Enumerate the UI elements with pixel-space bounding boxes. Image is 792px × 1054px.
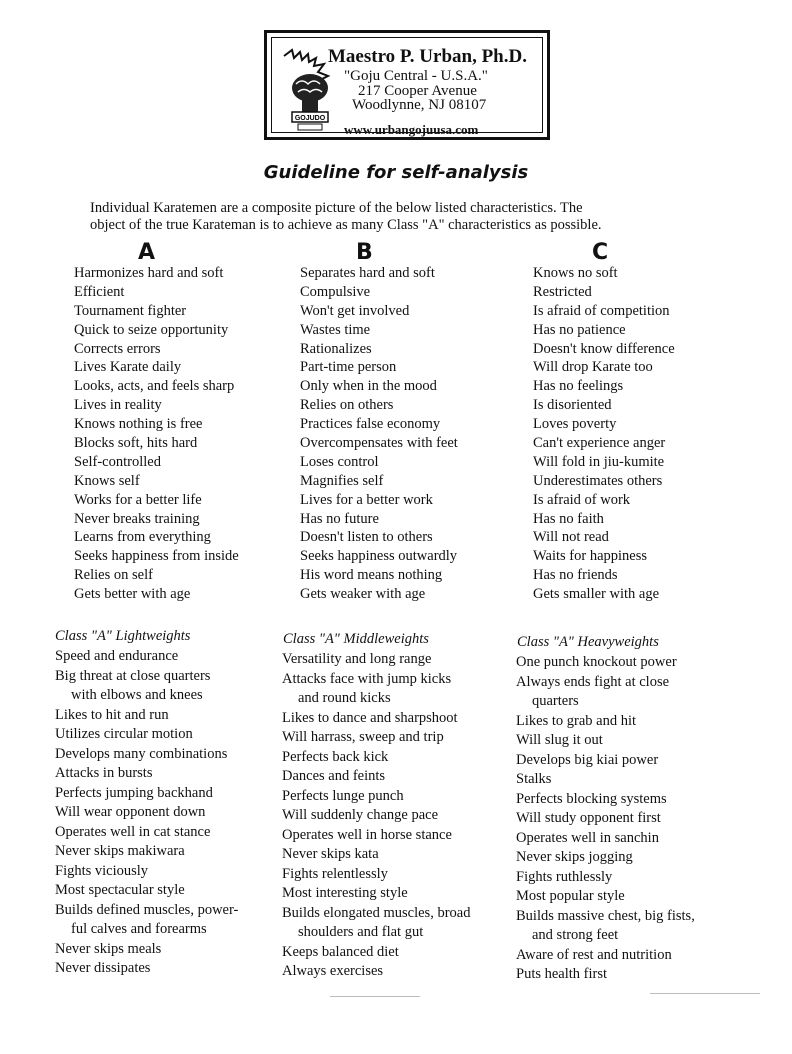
middleweights-list [282,650,470,982]
middleweights-item: Operates well in horse stance [282,826,452,843]
middleweights-item: Keeps balanced diet [282,943,399,960]
column-b-item: Relies on others [300,397,394,414]
middleweights-item: Will suddenly change pace [282,807,439,823]
heavyweights-item: Puts health first [516,966,608,982]
column-c-item: Is disoriented [533,397,612,414]
column-c-item: Has no patience [533,321,626,338]
heavyweights-item: Will study opponent first [516,810,661,826]
column-b-heading: B [356,240,373,265]
column-b-list [300,264,458,604]
column-c-item: Will fold in jiu-kumite [533,453,665,470]
column-b-item: Overcompensates with feet [300,435,458,452]
column-c-item: Restricted [533,283,592,300]
lightweights-item: Will wear opponent down [55,804,206,820]
column-c-item: Has no faith [533,510,604,527]
lightweights-item: ful calves and forearms [71,921,207,937]
column-a-item: Relies on self [74,567,153,584]
intro-paragraph [90,200,730,234]
column-b-item: Won't get involved [300,302,410,319]
heavyweights-item: Most popular style [516,888,625,904]
column-a-item: Looks, acts, and feels sharp [74,378,235,395]
column-c-item: Will drop Karate too [533,359,653,376]
column-b-item: Separates hard and soft [300,265,435,281]
column-b-item: Doesn't listen to others [300,529,433,546]
column-a-item: Self-controlled [74,453,161,470]
middleweights-item: Versatility and long range [282,651,432,667]
column-b-item: Rationalizes [300,340,372,357]
column-c-item: Loves poverty [533,416,617,433]
column-c-list [533,264,675,604]
heavyweights-item: Operates well in sanchin [516,829,659,846]
middleweights-item: Most interesting style [282,885,408,901]
column-a-item: Knows nothing is free [74,416,203,433]
lightweights-item: Operates well in cat stance [55,823,211,840]
column-b-item: Seeks happiness outwardly [300,548,458,565]
lightweights-item: Most spectacular style [55,882,185,898]
middleweights-item: Will harrass, sweep and trip [282,729,444,745]
column-c-item: Underestimates others [533,472,663,489]
column-c-item: Can't experience anger [533,435,666,452]
lightweights-item: Builds defined muscles, power- [55,901,239,918]
column-c-item: Has no feelings [533,378,624,395]
column-c-item: Is afraid of work [533,491,631,508]
svg-text:GOJUDO: GOJUDO [294,115,326,122]
column-a-item: Corrects errors [74,340,161,357]
column-c-item: Will not read [533,529,609,546]
heavyweights-list [516,653,695,985]
middleweights-item: Builds elongated muscles, broad [282,904,471,921]
lightweights-item: Likes to hit and run [55,706,169,723]
heavyweights-heading: Class "A" Heavyweights [517,634,659,650]
middleweights-item: Fights relentlessly [282,865,388,882]
column-a-item: Works for a better life [74,491,202,508]
heavyweights-item: and strong feet [532,927,619,943]
column-a-item: Efficient [74,283,125,300]
column-c-item: Waits for happiness [533,548,648,565]
heavyweights-item: Builds massive chest, big fists, [516,907,695,924]
intro-line-1: Individual Karatemen are a composite picture of the below listed characteristics. The [90,200,583,216]
column-c-item: Doesn't know difference [533,340,675,357]
lightweights-list [55,647,238,979]
column-a-item: Quick to seize opportunity [74,321,229,338]
heavyweights-item: Likes to grab and hit [516,712,637,729]
middleweights-item: shoulders and flat gut [298,924,424,940]
middleweights-item: and round kicks [298,690,391,706]
letterhead-website: www.urbangojuusa.com [344,122,479,137]
lightweights-item: Big threat at close quarters [55,667,211,684]
middleweights-item: Perfects lunge punch [282,787,404,804]
letterhead-organization: "Goju Central - U.S.A." [344,68,488,84]
column-a-item: Seeks happiness from inside [74,548,239,565]
heavyweights-item: Stalks [516,771,552,787]
scan-mark-line [330,996,420,997]
middleweights-heading: Class "A" Middleweights [283,631,429,647]
middleweights-item: Dances and feints [282,768,386,784]
middleweights-item: Perfects back kick [282,748,389,765]
heavyweights-item: quarters [532,693,579,709]
lightweights-item: Speed and endurance [55,648,179,664]
lightweights-item: Perfects jumping backhand [55,784,213,801]
letterhead-address: 217 Cooper Avenue [358,83,477,99]
heavyweights-item: Aware of rest and nutrition [516,946,672,963]
lightweights-item: Fights viciously [55,862,149,879]
letterhead-name: Maestro P. Urban, Ph.D. [328,46,527,67]
column-a-item: Lives Karate daily [74,359,182,376]
letterhead-city: Woodlynne, NJ 08107 [352,97,487,113]
column-a-item: Never breaks training [74,510,200,527]
heavyweights-item: Fights ruthlessly [516,868,613,885]
lightweights-item: Never skips meals [55,940,162,957]
column-a-heading: A [138,240,156,265]
lightweights-item: with elbows and knees [71,687,203,703]
column-c-heading: C [592,240,609,265]
column-b-item: Gets weaker with age [300,586,426,603]
column-b-item: His word means nothing [300,567,443,584]
lightweights-item: Develops many combinations [55,745,228,762]
heavyweights-item: One punch knockout power [516,654,677,670]
heavyweights-item: Always ends fight at close [516,673,670,690]
heavyweights-item: Never skips jogging [516,849,633,865]
column-a-item: Knows self [74,472,140,489]
column-c-item: Has no friends [533,567,618,584]
intro-line-2: object of the true Karateman is to achieve as many Class "A" characteristics as possible. [90,217,602,233]
lightweights-item: Never dissipates [55,960,151,976]
column-a-item: Learns from everything [74,529,211,546]
column-b-item: Part-time person [300,359,397,376]
column-b-item: Only when in the mood [300,378,437,395]
middleweights-item: Always exercises [282,963,384,979]
lightweights-item: Attacks in bursts [55,765,153,781]
letterhead-box [264,30,550,140]
column-b-item: Loses control [300,453,379,470]
lightweights-item: Never skips makiwara [55,843,185,859]
column-b-item: Lives for a better work [300,491,433,508]
letterhead-inner-border [271,37,543,137]
heavyweights-item: Develops big kiai power [516,751,659,768]
lightweights-heading: Class "A" Lightweights [55,628,191,644]
column-a-item: Blocks soft, hits hard [74,435,198,452]
lightweights-item: Utilizes circular motion [55,726,193,742]
column-b-item: Wastes time [300,321,371,338]
column-b-item: Has no future [300,510,379,527]
column-a-item: Tournament fighter [74,302,187,319]
middleweights-item: Likes to dance and sharpshoot [282,709,458,726]
column-a-item: Harmonizes hard and soft [74,265,224,281]
column-c-item: Knows no soft [533,265,618,281]
column-a-list [74,264,239,604]
heavyweights-item: Will slug it out [516,732,603,748]
column-c-item: Gets smaller with age [533,586,660,603]
middleweights-item: Attacks face with jump kicks [282,670,452,687]
page-title: Guideline for self-analysis [263,162,529,183]
column-b-item: Magnifies self [300,472,384,489]
column-a-item: Gets better with age [74,586,191,603]
column-b-item: Practices false economy [300,416,441,433]
middleweights-item: Never skips kata [282,846,379,862]
scan-mark-line [650,993,760,994]
column-b-item: Compulsive [300,283,371,300]
heavyweights-item: Perfects blocking systems [516,790,667,807]
column-a-item: Lives in reality [74,397,162,414]
column-c-item: Is afraid of competition [533,302,670,319]
